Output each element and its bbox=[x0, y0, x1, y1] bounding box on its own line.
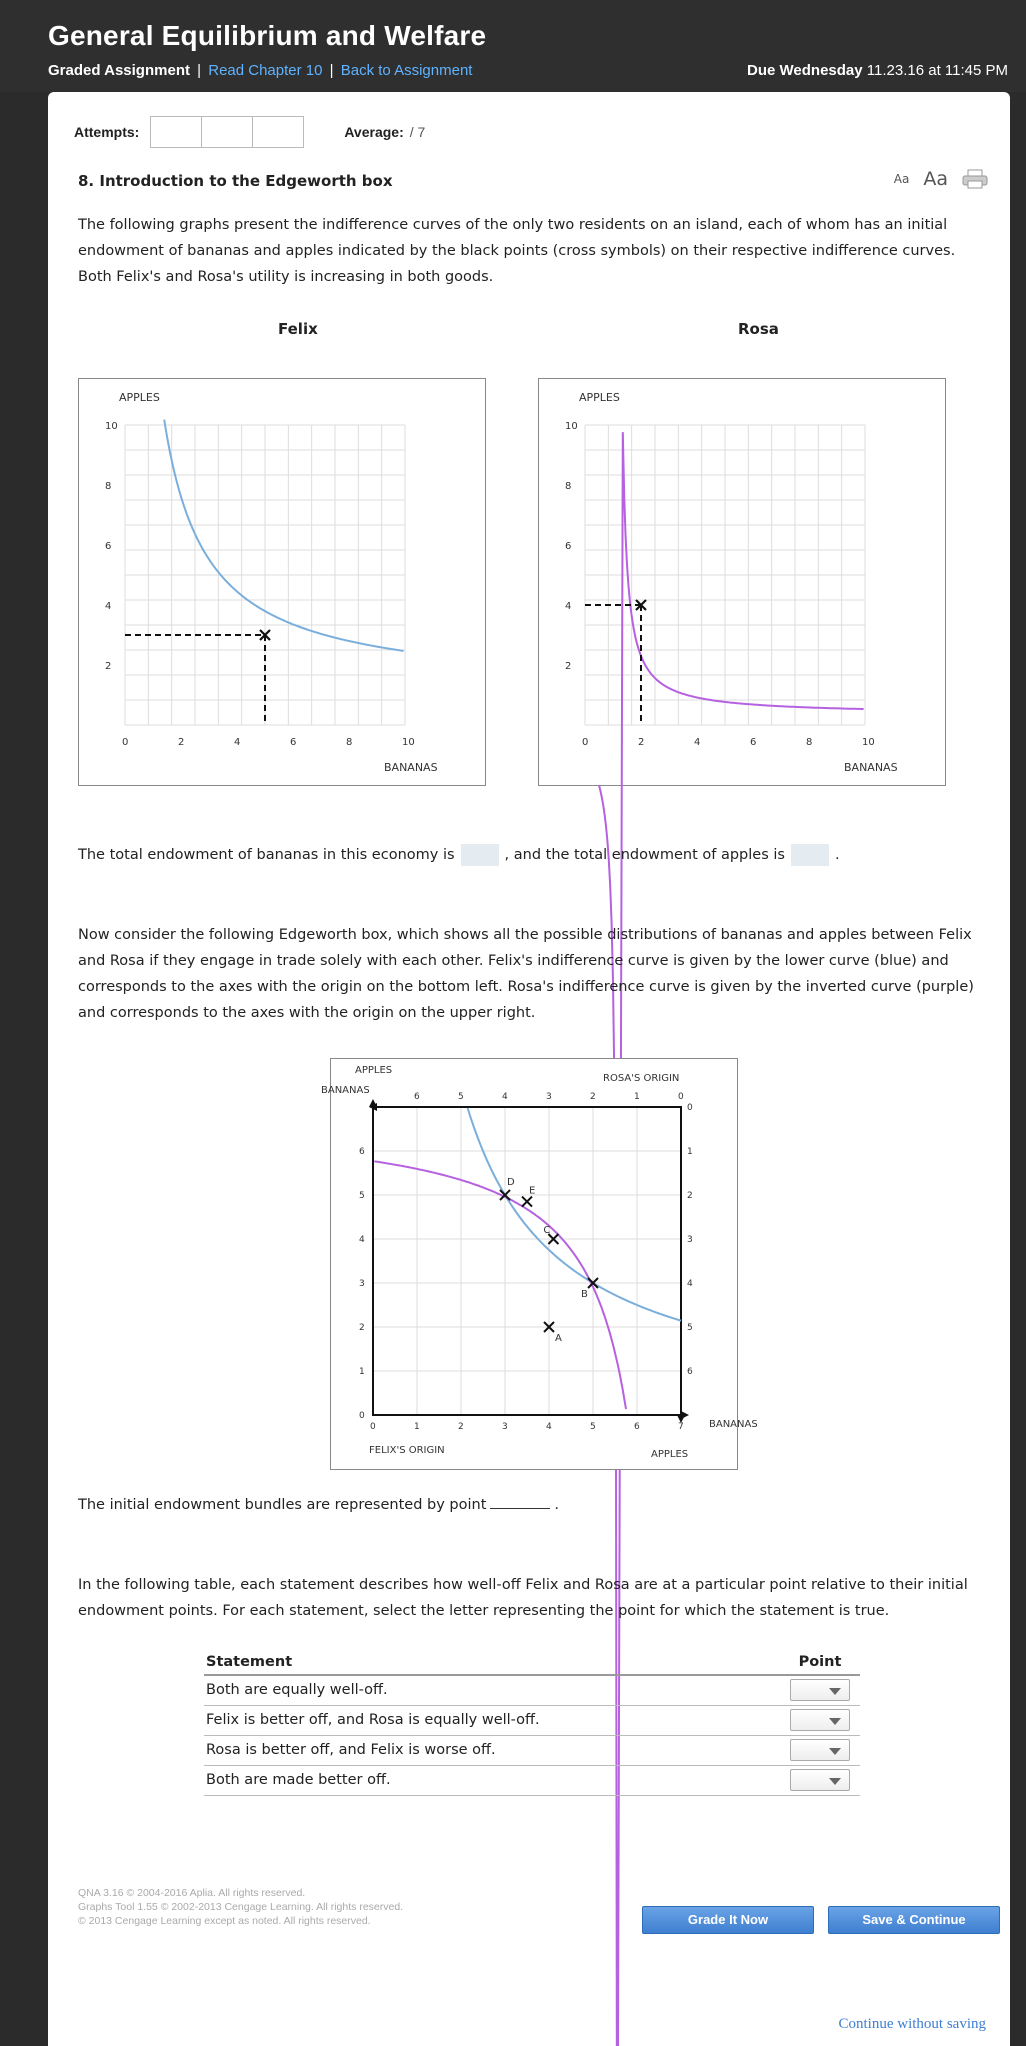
statement-text: Both are equally well-off. bbox=[204, 1675, 780, 1705]
bottom-tick-label: 3 bbox=[502, 1422, 508, 1432]
bottom-tick-label: 5 bbox=[590, 1422, 596, 1432]
table-row bbox=[204, 1675, 860, 1705]
rosa-origin-label: ROSA'S ORIGIN bbox=[603, 1073, 680, 1084]
statement-text: Felix is better off, and Rosa is equally well-off. bbox=[204, 1705, 780, 1735]
total-endowment-sentence bbox=[78, 842, 988, 868]
intro-paragraph: The following graphs present the indifference curves of the only two residents on an island, each of whom has an initial endowment of bananas and apples indicated by the black points (cross symbols) on their respective indifference curves. Both Felix's and Rosa's utility is increasing in both goods. bbox=[78, 217, 956, 285]
point-dropdown[interactable] bbox=[790, 1709, 850, 1731]
point-header: Point bbox=[780, 1650, 860, 1675]
top-tick-label: 2 bbox=[590, 1092, 596, 1102]
font-smaller-button[interactable]: Aa bbox=[893, 172, 910, 186]
x-tick-label: 2 bbox=[638, 737, 645, 748]
point-marker bbox=[522, 1197, 532, 1207]
right-tick-label: 3 bbox=[687, 1235, 693, 1245]
copyright-line: © 2013 Cengage Learning except as noted. All rights reserved. bbox=[78, 1915, 371, 1927]
apples-bottom-label: APPLES bbox=[651, 1449, 689, 1460]
top-tick-label: 5 bbox=[458, 1092, 464, 1102]
y-axis-label: APPLES bbox=[119, 391, 160, 404]
table-row bbox=[204, 1705, 860, 1735]
back-to-assignment-link[interactable]: Back to Assignment bbox=[340, 62, 473, 79]
apples-top-label: APPLES bbox=[355, 1065, 393, 1076]
top-tick-label: 4 bbox=[502, 1092, 508, 1102]
left-tick-label: 2 bbox=[359, 1323, 365, 1333]
total-text-3: . bbox=[834, 847, 840, 863]
sub-nav bbox=[48, 62, 472, 79]
right-tick-label: 6 bbox=[687, 1367, 693, 1377]
point-dropdown[interactable] bbox=[790, 1739, 850, 1761]
copyright-line: Graphs Tool 1.55 © 2002-2013 Cengage Learning. All rights reserved. bbox=[78, 1901, 404, 1913]
attempt-box bbox=[201, 116, 253, 148]
left-tick-label: 1 bbox=[359, 1367, 365, 1377]
y-tick-label: 10 bbox=[565, 421, 578, 432]
table-row bbox=[204, 1765, 860, 1795]
question-panel bbox=[48, 92, 1010, 2046]
total-text-2: , and the total endowment of apples is bbox=[504, 847, 785, 863]
left-tick-label: 0 bbox=[359, 1411, 365, 1421]
bottom-tick-label: 6 bbox=[634, 1422, 640, 1432]
left-tick-label: 6 bbox=[359, 1147, 365, 1157]
read-chapter-link[interactable]: Read Chapter 10 bbox=[208, 62, 323, 79]
bananas-top-label: BANANAS bbox=[321, 1085, 370, 1096]
due-value: 11.23.16 at 11:45 PM bbox=[866, 62, 1008, 79]
point-label: E bbox=[529, 1185, 536, 1197]
attempt-box bbox=[150, 116, 202, 148]
attempt-box bbox=[252, 116, 304, 148]
table-intro-paragraph: In the following table, each statement describes how well-off Felix and Rosa are at a particular point relative to their initial endowment points. For each statement, select the letter representing the point for which the statement is true. bbox=[78, 1577, 968, 1619]
due-label: Due Wednesday bbox=[747, 62, 863, 79]
y-tick-label: 8 bbox=[565, 481, 572, 492]
arrow-up bbox=[369, 1099, 377, 1107]
question-title: 8. Introduction to the Edgeworth box bbox=[78, 172, 393, 190]
x-axis-label: BANANAS bbox=[384, 761, 438, 774]
point-cell bbox=[780, 1705, 860, 1735]
point-dropdown[interactable] bbox=[790, 1679, 850, 1701]
table-header-row bbox=[204, 1650, 860, 1675]
left-tick-label: 5 bbox=[359, 1191, 365, 1201]
initial-point-blank[interactable] bbox=[490, 1493, 550, 1509]
apples-total-input[interactable] bbox=[791, 844, 829, 866]
bananas-total-input[interactable] bbox=[461, 844, 499, 866]
x-tick-label: 4 bbox=[694, 737, 701, 748]
right-tick-label: 0 bbox=[687, 1103, 693, 1113]
y-tick-label: 4 bbox=[105, 601, 112, 612]
point-label: B bbox=[581, 1289, 588, 1300]
attempts-label: Attempts: bbox=[74, 124, 140, 140]
y-tick-label: 6 bbox=[105, 541, 112, 552]
bottom-tick-label: 2 bbox=[458, 1422, 464, 1432]
y-tick-label: 2 bbox=[565, 661, 572, 672]
top-tick-label: 1 bbox=[634, 1092, 640, 1102]
felix-curve bbox=[468, 1108, 681, 1321]
y-tick-label: 10 bbox=[105, 421, 118, 432]
average-label: Average: bbox=[344, 124, 404, 140]
x-axis-label: BANANAS bbox=[844, 761, 898, 774]
right-tick-label: 5 bbox=[687, 1323, 693, 1333]
initial-endowment-sentence bbox=[78, 1492, 988, 1518]
y-tick-label: 6 bbox=[565, 541, 572, 552]
top-tick-label: 6 bbox=[414, 1092, 420, 1102]
x-tick-label: 10 bbox=[402, 737, 415, 748]
printer-icon[interactable] bbox=[962, 169, 988, 189]
point-cell bbox=[780, 1765, 860, 1795]
attempt-boxes bbox=[151, 116, 304, 148]
left-tick-label: 4 bbox=[359, 1235, 365, 1245]
bottom-tick-label: 7 bbox=[678, 1422, 684, 1432]
x-tick-label: 0 bbox=[122, 737, 129, 748]
bottom-tick-label: 4 bbox=[546, 1422, 552, 1432]
edgeworth-box bbox=[321, 1058, 758, 1470]
x-tick-label: 0 bbox=[582, 737, 589, 748]
due-date bbox=[747, 62, 1008, 79]
initial-text-1: The initial endowment bundles are represented by point bbox=[78, 1497, 487, 1513]
assignment-header bbox=[0, 0, 1026, 92]
right-tick-label: 2 bbox=[687, 1191, 693, 1201]
rosa-graph-title: Rosa bbox=[738, 320, 779, 338]
graded-label: Graded Assignment bbox=[48, 62, 190, 79]
x-tick-label: 8 bbox=[346, 737, 353, 748]
box-frame bbox=[373, 1107, 681, 1415]
x-tick-label: 10 bbox=[862, 737, 875, 748]
copyright bbox=[78, 1886, 403, 1928]
felix-graph-svg bbox=[79, 379, 485, 785]
x-tick-label: 6 bbox=[750, 737, 757, 748]
statement-text: Rosa is better off, and Felix is worse off. bbox=[204, 1735, 780, 1765]
font-larger-button[interactable]: Aa bbox=[923, 168, 948, 190]
separator: | bbox=[197, 62, 202, 79]
separator: | bbox=[329, 62, 334, 79]
point-cell bbox=[780, 1735, 860, 1765]
total-text-1: The total endowment of bananas in this economy is bbox=[78, 847, 455, 863]
edgeworth-svg bbox=[321, 1059, 758, 1469]
page-title: General Equilibrium and Welfare bbox=[48, 20, 487, 51]
left-tick-label: 3 bbox=[359, 1279, 365, 1289]
statement-header: Statement bbox=[204, 1650, 780, 1675]
initial-text-2: . bbox=[554, 1497, 559, 1513]
x-tick-label: 8 bbox=[806, 737, 813, 748]
continue-without-saving-link[interactable]: Continue without saving bbox=[838, 2016, 986, 2032]
table-row bbox=[204, 1735, 860, 1765]
felix-origin-label: FELIX'S ORIGIN bbox=[369, 1445, 445, 1456]
statement-text: Both are made better off. bbox=[204, 1765, 780, 1795]
bananas-right-label: BANANAS bbox=[709, 1419, 758, 1430]
felix-graph-title: Felix bbox=[278, 320, 318, 338]
rosa-graph bbox=[538, 378, 946, 786]
top-tick-label: 3 bbox=[546, 1092, 552, 1102]
point-cell bbox=[780, 1675, 860, 1705]
point-label: C bbox=[543, 1225, 551, 1236]
rosa-graph-svg bbox=[539, 379, 945, 785]
bottom-tick-label: 1 bbox=[414, 1422, 420, 1432]
right-tick-label: 4 bbox=[687, 1279, 693, 1289]
point-label: D bbox=[507, 1177, 515, 1188]
point-label: A bbox=[555, 1333, 562, 1344]
y-tick-label: 2 bbox=[105, 661, 112, 672]
y-tick-label: 8 bbox=[105, 481, 112, 492]
top-tick-label: 0 bbox=[678, 1092, 684, 1102]
x-tick-label: 6 bbox=[290, 737, 297, 748]
grade-it-now-button[interactable]: Grade It Now bbox=[642, 1906, 814, 1934]
point-dropdown[interactable] bbox=[790, 1769, 850, 1791]
arrow-right bbox=[681, 1411, 689, 1419]
statement-table bbox=[204, 1650, 860, 1796]
attempts-row bbox=[74, 116, 425, 148]
average-value: / 7 bbox=[409, 124, 426, 140]
edgeworth-paragraph: Now consider the following Edgeworth box, which shows all the possible distributions of bananas and apples between Felix and Rosa if they engage in trade solely with each other. Felix's indifference curve is given by the lower curve (blue) and corresponds to the axes with the origin on the bottom left. Rosa's indifference curve is given by the inverted curve (purple) and corresponds to the axes with the origin on the upper right. bbox=[78, 927, 974, 1021]
bottom-tick-label: 0 bbox=[370, 1422, 376, 1432]
x-tick-label: 2 bbox=[178, 737, 185, 748]
y-tick-label: 4 bbox=[565, 601, 572, 612]
toolbar bbox=[894, 168, 988, 190]
right-tick-label: 1 bbox=[687, 1147, 693, 1157]
copyright-line: QNA 3.16 © 2004-2016 Aplia. All rights reserved. bbox=[78, 1887, 306, 1899]
felix-graph bbox=[78, 378, 486, 786]
indifference-curve bbox=[164, 420, 403, 651]
x-tick-label: 4 bbox=[234, 737, 241, 748]
save-continue-button[interactable]: Save & Continue bbox=[828, 1906, 1000, 1934]
y-axis-label: APPLES bbox=[579, 391, 620, 404]
